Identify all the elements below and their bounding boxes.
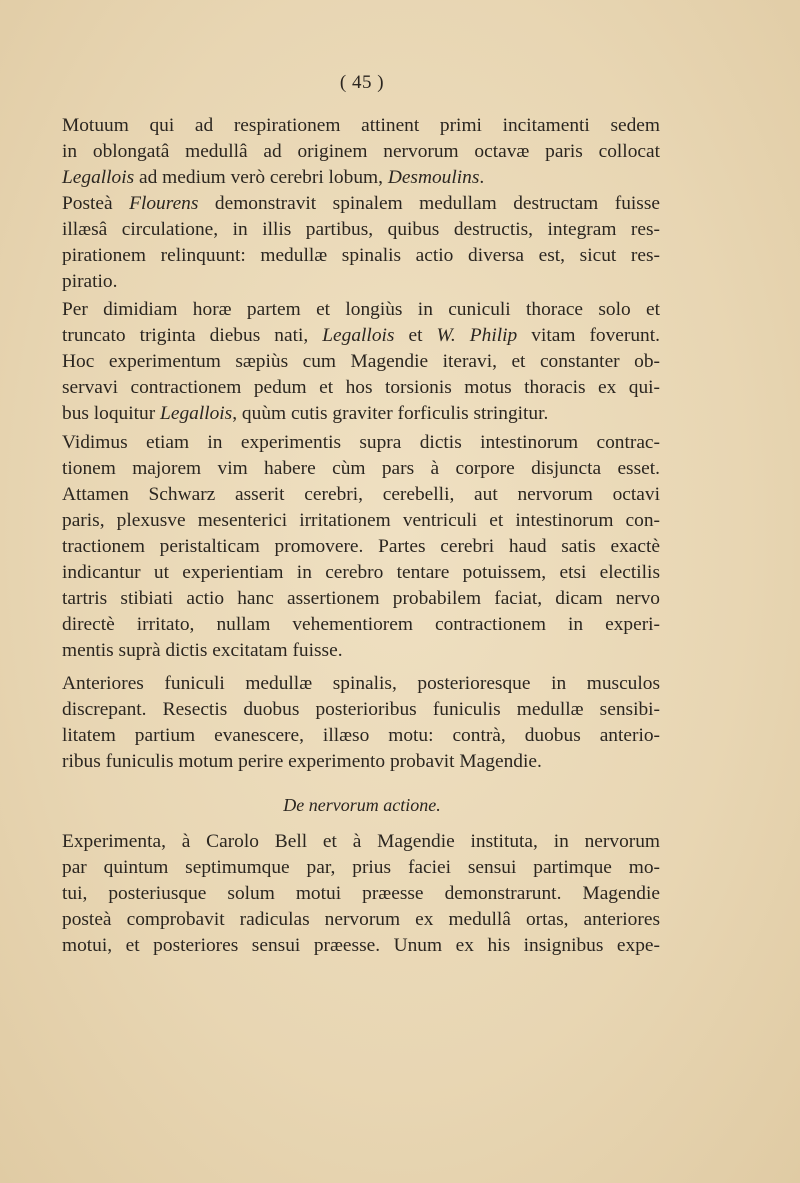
paragraph-intestinorum: [62, 430, 660, 664]
text-line: tui, posteriusque solum motui præesse demonstrarunt. Magendie: [62, 883, 660, 904]
paragraph-experiment: [62, 297, 660, 427]
section-heading: De nervorum actione.: [283, 795, 441, 815]
text-line: paris, plexusve mesenterici irritationem ventriculi et intestinorum con-: [62, 510, 660, 531]
text-line: Attamen Schwarz asserit cerebri, cerebelli, aut nervorum octavi: [62, 484, 660, 505]
text-line: tractionem peristalticam promovere. Partes cerebri haud satis exactè: [62, 536, 660, 557]
text-line: bus loquitur Legallois, quùm cutis graviter forficulis stringitur.: [62, 403, 549, 424]
text-line: Vidimus etiam in experimentis supra dictis intestinorum contrac-: [62, 432, 660, 453]
text-line: truncato triginta diebus nati, Legallois et W. Philip vitam foverunt.: [62, 325, 660, 346]
paragraph-respiration: [62, 113, 660, 191]
paragraph-flourens: [62, 191, 660, 295]
page-number: ( 45 ): [339, 72, 385, 93]
text-line: motui, et posteriores sensui præesse. Unum ex his insignibus expe-: [62, 935, 660, 956]
text-line: Legallois ad medium verò cerebri lobum, Desmoulins.: [62, 167, 485, 188]
text-line: directè irritato, nullam vehementiorem contractionem in experi-: [62, 614, 660, 635]
text-line: Experimenta, à Carolo Bell et à Magendie instituta, in nervorum: [62, 831, 660, 852]
text-line: indicantur ut experientiam in cerebro tentare potuissem, etsi electilis: [62, 562, 660, 583]
paragraph-funiculi: [62, 671, 660, 775]
text-line: in oblongatâ medullâ ad originem nervorum octavæ paris collocat: [62, 141, 660, 162]
text-line: Per dimidiam horæ partem et longiùs in cuniculi thorace solo et: [62, 299, 660, 320]
text-line: tartris stibiati actio hanc assertionem probabilem faciat, dicam nervo: [62, 588, 660, 609]
text-line: Motuum qui ad respirationem attinent primi incitamenti sedem: [62, 115, 660, 136]
text-line: illæsâ circulatione, in illis partibus, quibus destructis, integram res-: [62, 219, 660, 240]
text-line: piratio.: [62, 271, 118, 292]
text-line: Posteà Flourens demonstravit spinalem medullam destructam fuisse: [62, 193, 660, 214]
paragraph-nervorum: [62, 829, 660, 959]
text-line: mentis suprà dictis excitatam fuisse.: [62, 640, 343, 661]
text-line: pirationem relinquunt: medullæ spinalis actio diversa est, sicut res-: [62, 245, 660, 266]
text-line: posteà comprobavit radiculas nervorum ex medullâ ortas, anteriores: [62, 909, 660, 930]
text-line: servavi contractionem pedum et hos torsionis motus thoracis ex qui-: [62, 377, 660, 398]
text-line: litatem partium evanescere, illæso motu: contrà, duobus anterio-: [62, 725, 660, 746]
text-line: tionem majorem vim habere cùm pars à corpore disjuncta esset.: [62, 458, 660, 479]
text-line: par quintum septimumque par, prius faciei sensui partimque mo-: [62, 857, 660, 878]
text-line: discrepant. Resectis duobus posterioribus funiculis medullæ sensibi-: [62, 699, 660, 720]
text-line: Anteriores funiculi medullæ spinalis, posterioresque in musculos: [62, 673, 660, 694]
text-line: ribus funiculis motum perire experimento probavit Magendie.: [62, 751, 542, 772]
text-line: Hoc experimentum sæpiùs cum Magendie iteravi, et constanter ob-: [62, 351, 660, 372]
